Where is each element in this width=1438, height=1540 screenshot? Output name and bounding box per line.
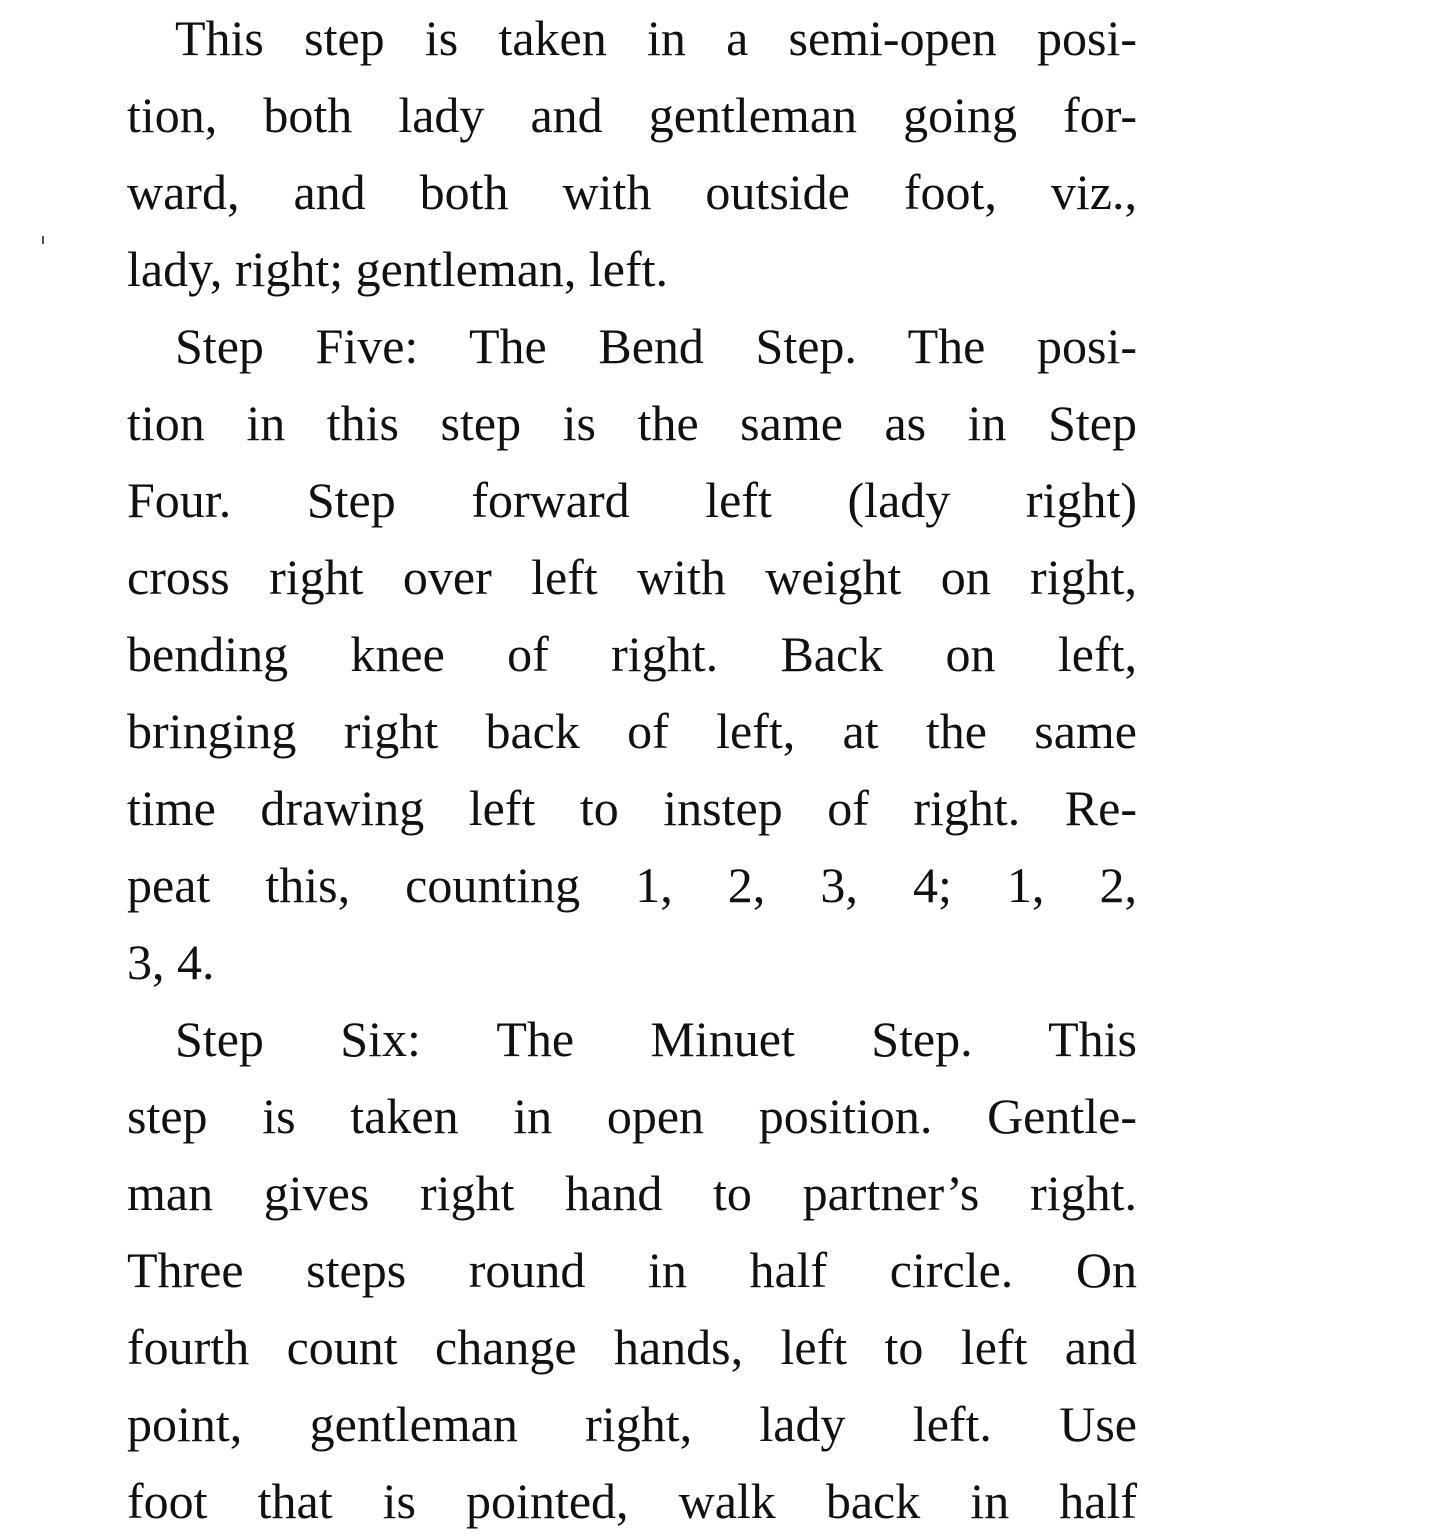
text-line: ward, and both with outside foot, viz., bbox=[127, 164, 1137, 220]
text-line: point, gentleman right, lady left. Use bbox=[127, 1396, 1137, 1452]
text-line: fourth count change hands, left to left and bbox=[127, 1319, 1137, 1375]
text-line: man gives right hand to partner’s right. bbox=[127, 1165, 1137, 1221]
text-line: peat this, counting 1, 2, 3, 4; 1, 2, bbox=[127, 857, 1137, 913]
text-line: foot that is pointed, walk back in half bbox=[127, 1473, 1137, 1529]
text-line: lady, right; gentleman, left. bbox=[127, 241, 669, 297]
text-line: step is taken in open position. Gentle- bbox=[127, 1088, 1137, 1144]
text-line: cross right over left with weight on right, bbox=[127, 549, 1137, 605]
print-speck bbox=[42, 236, 44, 244]
step-six-heading-line: Step Six: The Minuet Step. This bbox=[175, 1011, 1137, 1067]
text-line: time drawing left to instep of right. Re- bbox=[127, 780, 1137, 836]
text-line: bringing right back of left, at the same bbox=[127, 703, 1137, 759]
text-line: tion in this step is the same as in Step bbox=[127, 395, 1137, 451]
text-line: Four. Step forward left (lady right) bbox=[127, 472, 1137, 528]
step-five-heading-line: Step Five: The Bend Step. The posi- bbox=[175, 318, 1137, 374]
text-line: 3, 4. bbox=[127, 934, 215, 990]
text-line: tion, both lady and gentleman going for- bbox=[127, 87, 1137, 143]
text-line: bending knee of right. Back on left, bbox=[127, 626, 1137, 682]
text-line: This step is taken in a semi-open posi- bbox=[175, 10, 1137, 66]
body-text bbox=[127, 0, 1137, 1540]
text-line: Three steps round in half circle. On bbox=[127, 1242, 1137, 1298]
